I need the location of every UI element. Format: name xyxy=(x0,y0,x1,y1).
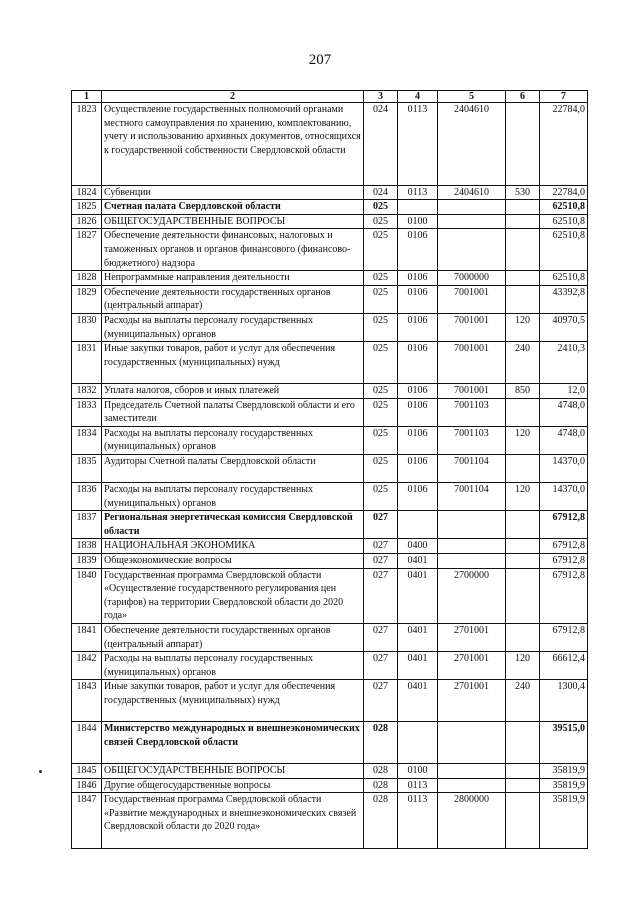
row-number-cell: 1840 xyxy=(72,568,102,623)
section-code-cell: 0106 xyxy=(398,271,438,286)
expense-type-cell xyxy=(506,511,540,539)
column-header: 5 xyxy=(438,91,506,103)
department-code-cell: 025 xyxy=(364,271,398,286)
expense-type-cell xyxy=(506,285,540,313)
amount-cell: 4748,0 xyxy=(540,398,588,426)
department-code-cell: 025 xyxy=(364,426,398,454)
budget-table xyxy=(71,90,588,849)
section-code-cell: 0100 xyxy=(398,214,438,229)
amount-cell: 67912,8 xyxy=(540,624,588,652)
amount-cell: 62510,8 xyxy=(540,214,588,229)
section-code-cell: 0113 xyxy=(398,103,438,186)
row-number-cell: 1831 xyxy=(72,342,102,384)
column-header: 6 xyxy=(506,91,540,103)
department-code-cell: 025 xyxy=(364,383,398,398)
table-row xyxy=(72,398,588,426)
department-code-cell: 025 xyxy=(364,229,398,271)
amount-cell: 62510,8 xyxy=(540,200,588,215)
section-code-cell: 0106 xyxy=(398,426,438,454)
expense-type-cell xyxy=(506,778,540,793)
table-row xyxy=(72,652,588,680)
amount-cell: 14370,0 xyxy=(540,454,588,482)
amount-cell: 66612,4 xyxy=(540,652,588,680)
section-code-cell: 0106 xyxy=(398,398,438,426)
row-number-cell: 1837 xyxy=(72,511,102,539)
row-number-cell: 1833 xyxy=(72,398,102,426)
item-name-cell: Расходы на выплаты персоналу государственных (муниципальных) органов xyxy=(102,313,364,341)
item-name-cell: Региональная энергетическая комиссия Свердловской области xyxy=(102,511,364,539)
department-code-cell: 027 xyxy=(364,568,398,623)
table-row xyxy=(72,454,588,482)
amount-cell: 67912,8 xyxy=(540,568,588,623)
section-code-cell: 0106 xyxy=(398,229,438,271)
table-row xyxy=(72,624,588,652)
column-header: 4 xyxy=(398,91,438,103)
target-article-cell: 7001001 xyxy=(438,342,506,384)
target-article-cell: 2800000 xyxy=(438,793,506,848)
amount-cell: 67912,8 xyxy=(540,554,588,569)
table-row xyxy=(72,185,588,200)
amount-cell: 62510,8 xyxy=(540,271,588,286)
row-number-cell: 1827 xyxy=(72,229,102,271)
section-code-cell: 0113 xyxy=(398,793,438,848)
expense-type-cell xyxy=(506,764,540,779)
amount-cell: 39515,0 xyxy=(540,722,588,764)
item-name-cell: Расходы на выплаты персоналу государственных (муниципальных) органов xyxy=(102,483,364,511)
section-code-cell: 0106 xyxy=(398,383,438,398)
row-number-cell: 1846 xyxy=(72,778,102,793)
table-row xyxy=(72,511,588,539)
department-code-cell: 025 xyxy=(364,200,398,215)
item-name-cell: Иные закупки товаров, работ и услуг для обеспечения государственных (муниципальных) нужд xyxy=(102,680,364,722)
target-article-cell: 2701001 xyxy=(438,680,506,722)
section-code-cell: 0113 xyxy=(398,778,438,793)
expense-type-cell xyxy=(506,271,540,286)
expense-type-cell: 120 xyxy=(506,652,540,680)
section-code-cell xyxy=(398,200,438,215)
table-body xyxy=(72,103,588,849)
section-code-cell xyxy=(398,722,438,764)
item-name-cell: ОБЩЕГОСУДАРСТВЕННЫЕ ВОПРОСЫ xyxy=(102,764,364,779)
expense-type-cell xyxy=(506,539,540,554)
expense-type-cell xyxy=(506,200,540,215)
target-article-cell: 7001001 xyxy=(438,313,506,341)
target-article-cell: 7001104 xyxy=(438,454,506,482)
amount-cell: 35819,9 xyxy=(540,764,588,779)
target-article-cell: 7001103 xyxy=(438,426,506,454)
table-row xyxy=(72,342,588,384)
department-code-cell: 025 xyxy=(364,285,398,313)
item-name-cell: Обеспечение деятельности государственных органов (центральный аппарат) xyxy=(102,624,364,652)
row-number-cell: 1847 xyxy=(72,793,102,848)
page-number: 207 xyxy=(308,52,332,68)
amount-cell: 62510,8 xyxy=(540,229,588,271)
expense-type-cell xyxy=(506,103,540,186)
amount-cell: 67912,8 xyxy=(540,511,588,539)
amount-cell: 1300,4 xyxy=(540,680,588,722)
target-article-cell xyxy=(438,764,506,779)
row-number-cell: 1843 xyxy=(72,680,102,722)
department-code-cell: 025 xyxy=(364,313,398,341)
table-row xyxy=(72,793,588,848)
table-row xyxy=(72,483,588,511)
department-code-cell: 027 xyxy=(364,511,398,539)
item-name-cell: Председатель Счетной палаты Свердловской области и его заместители xyxy=(102,398,364,426)
item-name-cell: Государственная программа Свердловской области «Осуществление государственного регулирования цен (тарифов) на территории Свердловской области до 2020 года» xyxy=(102,568,364,623)
target-article-cell xyxy=(438,778,506,793)
target-article-cell: 7001001 xyxy=(438,383,506,398)
target-article-cell xyxy=(438,229,506,271)
department-code-cell: 028 xyxy=(364,778,398,793)
section-code-cell: 0401 xyxy=(398,568,438,623)
table-row xyxy=(72,554,588,569)
item-name-cell: НАЦИОНАЛЬНАЯ ЭКОНОМИКА xyxy=(102,539,364,554)
row-number-cell: 1832 xyxy=(72,383,102,398)
table-row xyxy=(72,568,588,623)
expense-type-cell: 240 xyxy=(506,680,540,722)
expense-type-cell: 240 xyxy=(506,342,540,384)
row-number-cell: 1826 xyxy=(72,214,102,229)
section-code-cell xyxy=(398,511,438,539)
section-code-cell: 0401 xyxy=(398,554,438,569)
expense-type-cell xyxy=(506,398,540,426)
section-code-cell: 0113 xyxy=(398,185,438,200)
expense-type-cell: 120 xyxy=(506,426,540,454)
target-article-cell: 2700000 xyxy=(438,568,506,623)
row-number-cell: 1829 xyxy=(72,285,102,313)
target-article-cell xyxy=(438,539,506,554)
table-row xyxy=(72,103,588,186)
item-name-cell: Обеспечение деятельности финансовых, налоговых и таможенных органов и органов финансового (финансово-бюджетного) надзора xyxy=(102,229,364,271)
department-code-cell: 025 xyxy=(364,454,398,482)
table-row xyxy=(72,722,588,764)
section-code-cell: 0100 xyxy=(398,764,438,779)
expense-type-cell: 120 xyxy=(506,483,540,511)
target-article-cell xyxy=(438,554,506,569)
amount-cell: 67912,8 xyxy=(540,539,588,554)
table-row xyxy=(72,426,588,454)
department-code-cell: 028 xyxy=(364,722,398,764)
item-name-cell: Государственная программа Свердловской области «Развитие международных и внешнеэкономических связей Свердловской области до 2020 года» xyxy=(102,793,364,848)
target-article-cell xyxy=(438,511,506,539)
row-number-cell: 1842 xyxy=(72,652,102,680)
row-number-cell: 1830 xyxy=(72,313,102,341)
column-header: 3 xyxy=(364,91,398,103)
item-name-cell: Субвенции xyxy=(102,185,364,200)
column-header: 2 xyxy=(102,91,364,103)
department-code-cell: 025 xyxy=(364,398,398,426)
department-code-cell: 025 xyxy=(364,214,398,229)
item-name-cell: Иные закупки товаров, работ и услуг для обеспечения государственных (муниципальных) нужд xyxy=(102,342,364,384)
department-code-cell: 027 xyxy=(364,539,398,554)
item-name-cell: Счетная палата Свердловской области xyxy=(102,200,364,215)
amount-cell: 35819,9 xyxy=(540,778,588,793)
section-code-cell: 0401 xyxy=(398,680,438,722)
row-number-cell: 1825 xyxy=(72,200,102,215)
department-code-cell: 027 xyxy=(364,652,398,680)
expense-type-cell: 850 xyxy=(506,383,540,398)
table-row xyxy=(72,200,588,215)
target-article-cell: 2701001 xyxy=(438,624,506,652)
row-number-cell: 1844 xyxy=(72,722,102,764)
department-code-cell: 025 xyxy=(364,483,398,511)
expense-type-cell xyxy=(506,554,540,569)
expense-type-cell: 530 xyxy=(506,185,540,200)
section-code-cell: 0401 xyxy=(398,624,438,652)
expense-type-cell: 120 xyxy=(506,313,540,341)
amount-cell: 22784,0 xyxy=(540,185,588,200)
item-name-cell: Непрограммные направления деятельности xyxy=(102,271,364,286)
row-number-cell: 1828 xyxy=(72,271,102,286)
item-name-cell: Общеэкономические вопросы xyxy=(102,554,364,569)
amount-cell: 35819,9 xyxy=(540,793,588,848)
item-name-cell: ОБЩЕГОСУДАРСТВЕННЫЕ ВОПРОСЫ xyxy=(102,214,364,229)
target-article-cell: 7000000 xyxy=(438,271,506,286)
expense-type-cell xyxy=(506,793,540,848)
section-code-cell: 0106 xyxy=(398,285,438,313)
row-number-cell: 1834 xyxy=(72,426,102,454)
row-number-cell: 1836 xyxy=(72,483,102,511)
amount-cell: 14370,0 xyxy=(540,483,588,511)
item-name-cell: Расходы на выплаты персоналу государственных (муниципальных) органов xyxy=(102,652,364,680)
department-code-cell: 025 xyxy=(364,342,398,384)
target-article-cell: 7001001 xyxy=(438,285,506,313)
target-article-cell xyxy=(438,200,506,215)
department-code-cell: 027 xyxy=(364,680,398,722)
table-row xyxy=(72,680,588,722)
item-name-cell: Осуществление государственных полномочий органами местного самоуправления по хранению, комплектованию, учету и использованию архивных документов, относящихся к государственной собственности Свердловской области xyxy=(102,103,364,186)
amount-cell: 12,0 xyxy=(540,383,588,398)
section-code-cell: 0106 xyxy=(398,313,438,341)
amount-cell: 40970,5 xyxy=(540,313,588,341)
item-name-cell: Другие общегосударственные вопросы xyxy=(102,778,364,793)
amount-cell: 22784,0 xyxy=(540,103,588,186)
amount-cell: 4748,0 xyxy=(540,426,588,454)
department-code-cell: 028 xyxy=(364,793,398,848)
item-name-cell: Аудиторы Счетной палаты Свердловской области xyxy=(102,454,364,482)
department-code-cell: 027 xyxy=(364,624,398,652)
table-row xyxy=(72,313,588,341)
item-name-cell: Министерство международных и внешнеэкономических связей Свердловской области xyxy=(102,722,364,764)
row-number-cell: 1823 xyxy=(72,103,102,186)
item-name-cell: Уплата налогов, сборов и иных платежей xyxy=(102,383,364,398)
column-header: 7 xyxy=(540,91,588,103)
row-number-cell: 1824 xyxy=(72,185,102,200)
table-row xyxy=(72,764,588,779)
department-code-cell: 027 xyxy=(364,554,398,569)
amount-cell: 43392,8 xyxy=(540,285,588,313)
row-number-cell: 1839 xyxy=(72,554,102,569)
target-article-cell: 2701001 xyxy=(438,652,506,680)
expense-type-cell xyxy=(506,568,540,623)
target-article-cell xyxy=(438,214,506,229)
department-code-cell: 024 xyxy=(364,185,398,200)
section-code-cell: 0106 xyxy=(398,483,438,511)
table-row xyxy=(72,285,588,313)
section-code-cell: 0400 xyxy=(398,539,438,554)
target-article-cell: 7001103 xyxy=(438,398,506,426)
table-row xyxy=(72,539,588,554)
amount-cell: 2410,3 xyxy=(540,342,588,384)
column-number-header-row xyxy=(72,91,588,103)
target-article-cell: 2404610 xyxy=(438,185,506,200)
item-name-cell: Расходы на выплаты персоналу государственных (муниципальных) органов xyxy=(102,426,364,454)
section-code-cell: 0401 xyxy=(398,652,438,680)
section-code-cell: 0106 xyxy=(398,342,438,384)
expense-type-cell xyxy=(506,624,540,652)
department-code-cell: 028 xyxy=(364,764,398,779)
table-row xyxy=(72,229,588,271)
table-row xyxy=(72,778,588,793)
row-number-cell: 1835 xyxy=(72,454,102,482)
margin-dot xyxy=(39,770,42,773)
target-article-cell: 2404610 xyxy=(438,103,506,186)
table-row xyxy=(72,271,588,286)
table-row xyxy=(72,383,588,398)
target-article-cell xyxy=(438,722,506,764)
section-code-cell: 0106 xyxy=(398,454,438,482)
expense-type-cell xyxy=(506,722,540,764)
expense-type-cell xyxy=(506,454,540,482)
item-name-cell: Обеспечение деятельности государственных органов (центральный аппарат) xyxy=(102,285,364,313)
department-code-cell: 024 xyxy=(364,103,398,186)
target-article-cell: 7001104 xyxy=(438,483,506,511)
column-header: 1 xyxy=(72,91,102,103)
expense-type-cell xyxy=(506,214,540,229)
row-number-cell: 1838 xyxy=(72,539,102,554)
row-number-cell: 1845 xyxy=(72,764,102,779)
row-number-cell: 1841 xyxy=(72,624,102,652)
expense-type-cell xyxy=(506,229,540,271)
table-row xyxy=(72,214,588,229)
